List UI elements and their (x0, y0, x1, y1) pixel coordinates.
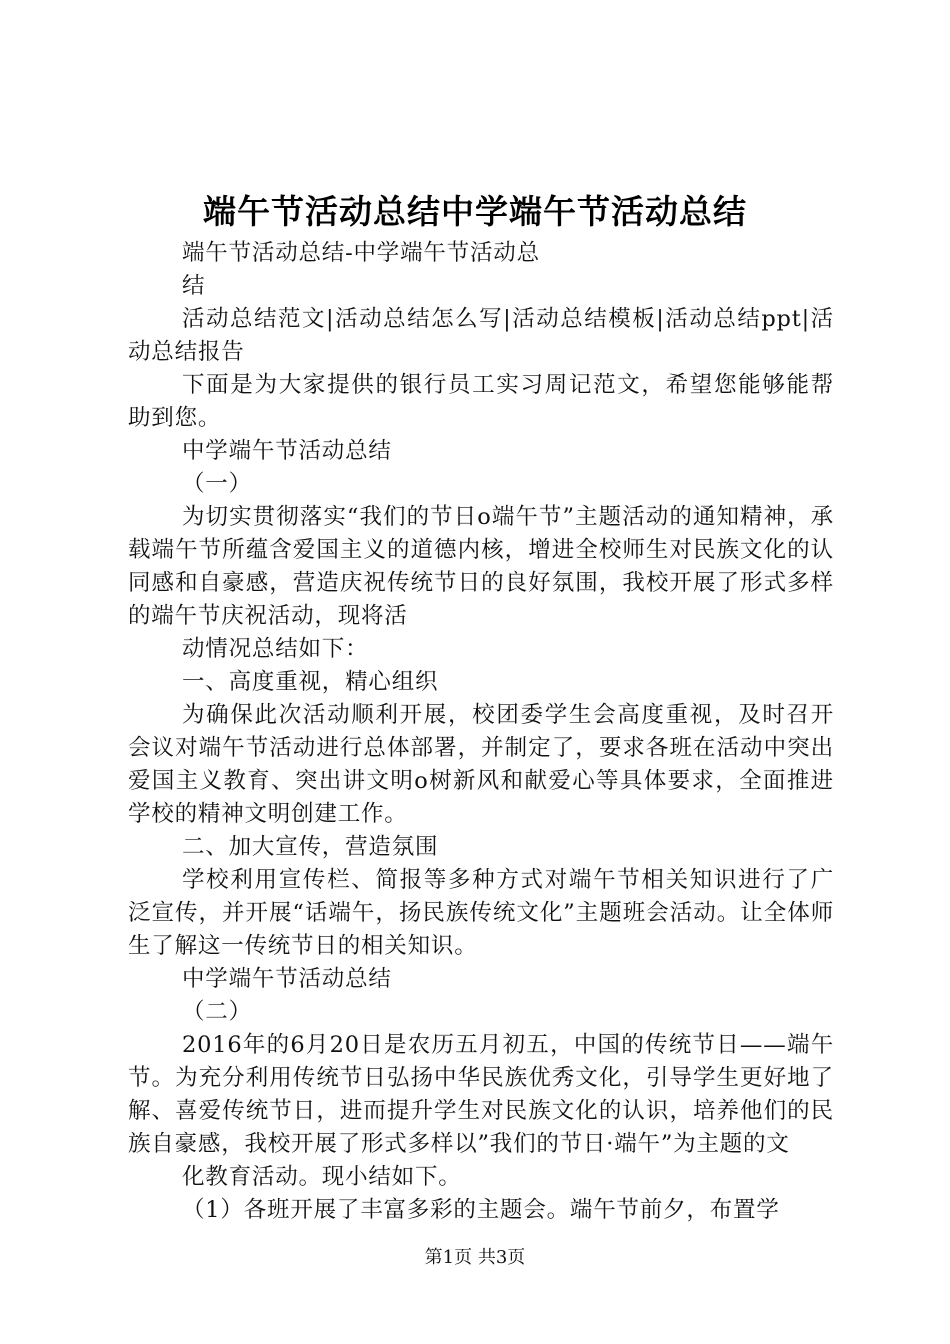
paragraph: 学校利用宣传栏、简报等多种方式对端午节相关知识进行了广泛宣传，并开展“话端午，扬民族传统文化”主题班会活动。让全体师生了解这一传统节日的相关知识。 (128, 867, 834, 959)
paragraph: 二、加大宣传，营造氛围 (182, 834, 439, 860)
paragraph: 为切实贯彻落实“我们的节日o端午节”主题活动的通知精神，承载端午节所蕴含爱国主义的道德内核，增进全校师生对民族文化的认同感和自豪感，营造庆祝传统节日的良好氛围，我校开展了形式多样的端午节庆祝活动，现将活 (128, 504, 834, 629)
paragraph: 结 (182, 273, 206, 299)
paragraph: 化教育活动。现小结如下。 (182, 1164, 462, 1190)
paragraph: 下面是为大家提供的银行员工实习周记范文，希望您能够能帮助到您。 (128, 372, 834, 431)
paragraph: （二） (182, 999, 252, 1025)
paragraph: 中学端午节活动总结 (182, 438, 392, 464)
paragraph: 活动总结范文|活动总结怎么写|活动总结模板|活动总结ppt|活动总结报告 (128, 306, 834, 365)
paragraph: （一） (182, 471, 252, 497)
paragraph: （1）各班开展了丰富多彩的主题会。端午节前夕，布置学 (182, 1197, 780, 1223)
paragraph: 中学端午节活动总结 (182, 966, 392, 992)
paragraph: 为确保此次活动顺利开展，校团委学生会高度重视，及时召开会议对端午节活动进行总体部署，并制定了，要求各班在活动中突出爱国主义教育、突出讲文明o树新风和献爱心等具体要求，全面推进学校的精神文明创建工作。 (128, 702, 834, 827)
paragraph: 端午节活动总结-中学端午节活动总 (182, 240, 540, 266)
page-footer: 第1页 共3页 (424, 1247, 526, 1268)
paragraph: 2016年的6月20日是农历五月初五，中国的传统节日——端午节。为充分利用传统节日弘扬中华民族优秀文化，引导学生更好地了解、喜爱传统节日，进而提升学生对民族文化的认识，培养他们的民族自豪感，我校开展了形式多样以”我们的节日·端午”为主题的文 (128, 1032, 834, 1157)
paragraph: 动情况总结如下： (182, 636, 369, 662)
document-title: 端午节活动总结中学端午节活动总结 (203, 192, 747, 231)
document-body (128, 237, 834, 1227)
paragraph: 一、高度重视，精心组织 (182, 669, 439, 695)
